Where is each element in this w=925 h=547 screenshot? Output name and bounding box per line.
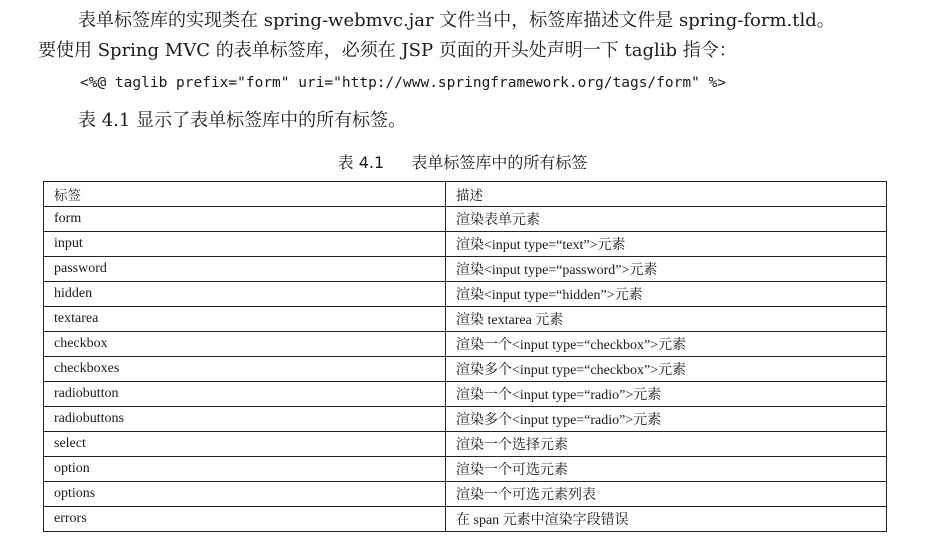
table-row — [44, 332, 887, 357]
table-row — [44, 407, 887, 432]
intro-paragraph-line1: 表单标签库的实现类在 spring-webmvc.jar 文件当中，标签库描述文件是 spring-form.tld。 — [78, 10, 835, 31]
table-row — [44, 357, 887, 382]
tag-name-cell: radiobutton — [44, 382, 446, 407]
tag-name-cell: form — [44, 207, 446, 232]
tag-name-cell: checkboxes — [44, 357, 446, 382]
header-tag: 标签 — [44, 182, 446, 207]
table-caption — [0, 152, 925, 174]
intro-paragraph-line2: 要使用 Spring MVC 的表单标签库，必须在 JSP 页面的开头处声明一下 taglib 指令： — [38, 40, 737, 61]
tag-description-cell: 渲染一个选择元素 — [446, 432, 887, 457]
table-row — [44, 432, 887, 457]
table-row — [44, 307, 887, 332]
tag-description-cell: 渲染一个可选元素 — [446, 457, 887, 482]
table-caption-number: 表 4.1 — [337, 153, 385, 172]
table-caption-title: 表单标签库中的所有标签 — [411, 153, 588, 172]
header-description: 描述 — [446, 182, 887, 207]
tag-name-cell: option — [44, 457, 446, 482]
table-reference-paragraph: 表 4.1 显示了表单标签库中的所有标签。 — [78, 110, 407, 131]
tag-name-cell: errors — [44, 507, 446, 532]
tag-name-cell: hidden — [44, 282, 446, 307]
table-body — [44, 207, 887, 532]
tag-description-cell: 渲染多个<input type=“radio”>元素 — [446, 407, 887, 432]
table-row — [44, 232, 887, 257]
table-row — [44, 457, 887, 482]
taglib-code-snippet: <%@ taglib prefix="form" uri="http://www.springframework.org/tags/form" %> — [80, 75, 727, 91]
tag-description-cell: 渲染一个<input type=“radio”>元素 — [446, 382, 887, 407]
table-row — [44, 282, 887, 307]
table-row — [44, 382, 887, 407]
tag-description-cell: 渲染多个<input type=“checkbox”>元素 — [446, 357, 887, 382]
tag-name-cell: radiobuttons — [44, 407, 446, 432]
table-row — [44, 507, 887, 532]
tag-description-cell: 渲染<input type=“text”>元素 — [446, 232, 887, 257]
table-row — [44, 482, 887, 507]
form-tags-table — [43, 181, 887, 532]
tag-description-cell: 渲染一个可选元素列表 — [446, 482, 887, 507]
tag-description-cell: 渲染<input type=“password”>元素 — [446, 257, 887, 282]
tag-description-cell: 渲染 textarea 元素 — [446, 307, 887, 332]
tag-name-cell: textarea — [44, 307, 446, 332]
table-row — [44, 257, 887, 282]
tag-description-cell: 渲染<input type=“hidden”>元素 — [446, 282, 887, 307]
tag-name-cell: checkbox — [44, 332, 446, 357]
tag-name-cell: password — [44, 257, 446, 282]
tag-name-cell: select — [44, 432, 446, 457]
tag-name-cell: input — [44, 232, 446, 257]
tag-description-cell: 渲染表单元素 — [446, 207, 887, 232]
tag-name-cell: options — [44, 482, 446, 507]
tag-description-cell: 在 span 元素中渲染字段错误 — [446, 507, 887, 532]
tag-description-cell: 渲染一个<input type=“checkbox”>元素 — [446, 332, 887, 357]
table-header-row — [44, 182, 887, 207]
table-row — [44, 207, 887, 232]
